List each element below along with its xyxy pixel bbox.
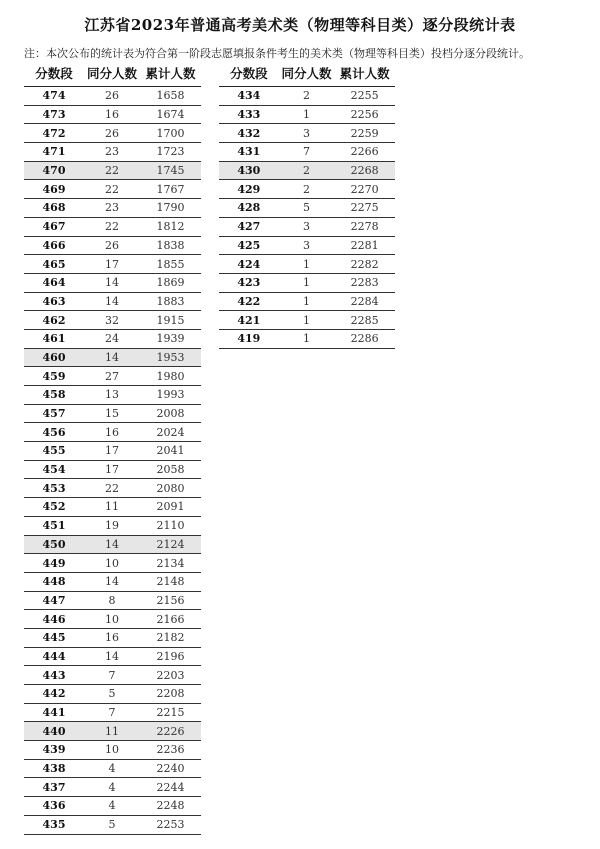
score-table-left — [24, 60, 201, 835]
score-cell: 449 — [24, 554, 84, 573]
score-cell: 453 — [24, 479, 84, 498]
count-cell: 3 — [279, 217, 335, 236]
score-cell: 422 — [219, 292, 279, 311]
table-row — [24, 685, 201, 704]
score-cell: 458 — [24, 386, 84, 405]
count-cell: 27 — [84, 367, 140, 386]
score-cell: 435 — [24, 815, 84, 834]
cumulative-cell: 2255 — [334, 87, 395, 106]
count-cell: 7 — [84, 703, 140, 722]
cumulative-cell: 2244 — [140, 778, 201, 797]
table-row — [24, 423, 201, 442]
count-cell: 1 — [279, 329, 335, 348]
table-row — [24, 386, 201, 405]
table-row — [24, 516, 201, 535]
table-row — [24, 292, 201, 311]
score-cell: 450 — [24, 535, 84, 554]
table-row — [24, 236, 201, 255]
score-cell: 425 — [219, 236, 279, 255]
header-count: 同分人数 — [84, 60, 140, 87]
table-row — [24, 741, 201, 760]
table-row — [24, 105, 201, 124]
count-cell: 14 — [84, 647, 140, 666]
score-cell: 430 — [219, 161, 279, 180]
table-row — [219, 311, 395, 330]
cumulative-cell: 2248 — [140, 797, 201, 816]
score-cell: 419 — [219, 329, 279, 348]
table-row — [24, 124, 201, 143]
count-cell: 16 — [84, 628, 140, 647]
table-row — [24, 255, 201, 274]
table-header-row — [219, 60, 395, 87]
cumulative-cell: 2240 — [140, 759, 201, 778]
table-row — [24, 610, 201, 629]
score-cell: 431 — [219, 143, 279, 162]
count-cell: 22 — [84, 161, 140, 180]
score-cell: 434 — [219, 87, 279, 106]
score-cell: 466 — [24, 236, 84, 255]
table-row — [24, 311, 201, 330]
count-cell: 14 — [84, 535, 140, 554]
table-row — [24, 759, 201, 778]
table-row — [24, 554, 201, 573]
cumulative-cell: 1980 — [140, 367, 201, 386]
score-cell: 432 — [219, 124, 279, 143]
count-cell: 1 — [279, 273, 335, 292]
count-cell: 13 — [84, 386, 140, 405]
cumulative-cell: 1953 — [140, 348, 201, 367]
cumulative-cell: 2182 — [140, 628, 201, 647]
cumulative-cell: 1838 — [140, 236, 201, 255]
cumulative-cell: 1723 — [140, 143, 201, 162]
count-cell: 3 — [279, 124, 335, 143]
cumulative-cell: 2266 — [334, 143, 395, 162]
count-cell: 23 — [84, 199, 140, 218]
cumulative-cell: 1855 — [140, 255, 201, 274]
table-row — [24, 647, 201, 666]
count-cell: 1 — [279, 105, 335, 124]
table-row — [24, 628, 201, 647]
table-row — [219, 217, 395, 236]
count-cell: 22 — [84, 217, 140, 236]
table-row — [24, 404, 201, 423]
table-row — [24, 143, 201, 162]
table-row — [24, 703, 201, 722]
cumulative-cell: 2134 — [140, 554, 201, 573]
table-row — [24, 329, 201, 348]
score-cell: 460 — [24, 348, 84, 367]
score-cell: 471 — [24, 143, 84, 162]
cumulative-cell: 2058 — [140, 460, 201, 479]
table-row — [24, 797, 201, 816]
score-cell: 461 — [24, 329, 84, 348]
score-cell: 448 — [24, 572, 84, 591]
cumulative-cell: 2283 — [334, 273, 395, 292]
table-row — [24, 180, 201, 199]
cumulative-cell: 1869 — [140, 273, 201, 292]
cumulative-cell: 2236 — [140, 741, 201, 760]
table-row — [219, 124, 395, 143]
table-row — [24, 217, 201, 236]
table-row — [24, 161, 201, 180]
cumulative-cell: 1674 — [140, 105, 201, 124]
cumulative-cell: 2196 — [140, 647, 201, 666]
count-cell: 10 — [84, 610, 140, 629]
count-cell: 1 — [279, 255, 335, 274]
cumulative-cell: 2226 — [140, 722, 201, 741]
table-row — [219, 143, 395, 162]
score-cell: 438 — [24, 759, 84, 778]
score-table-right — [219, 60, 395, 349]
count-cell: 22 — [84, 479, 140, 498]
score-cell: 452 — [24, 498, 84, 517]
count-cell: 8 — [84, 591, 140, 610]
cumulative-cell: 2156 — [140, 591, 201, 610]
cumulative-cell: 2275 — [334, 199, 395, 218]
count-cell: 14 — [84, 292, 140, 311]
score-cell: 436 — [24, 797, 84, 816]
count-cell: 26 — [84, 236, 140, 255]
cumulative-cell: 1745 — [140, 161, 201, 180]
cumulative-cell: 1658 — [140, 87, 201, 106]
header-count: 同分人数 — [279, 60, 335, 87]
table-row — [24, 815, 201, 834]
header-cumulative: 累计人数 — [140, 60, 201, 87]
table-row — [219, 105, 395, 124]
table-row — [24, 722, 201, 741]
count-cell: 5 — [84, 685, 140, 704]
score-cell: 442 — [24, 685, 84, 704]
cumulative-cell: 2110 — [140, 516, 201, 535]
table-row — [24, 591, 201, 610]
score-cell: 459 — [24, 367, 84, 386]
count-cell: 17 — [84, 442, 140, 461]
cumulative-cell: 2253 — [140, 815, 201, 834]
score-cell: 472 — [24, 124, 84, 143]
cumulative-cell: 1790 — [140, 199, 201, 218]
table-row — [24, 199, 201, 218]
table-row — [24, 666, 201, 685]
count-cell: 17 — [84, 460, 140, 479]
score-cell: 454 — [24, 460, 84, 479]
count-cell: 23 — [84, 143, 140, 162]
count-cell: 2 — [279, 161, 335, 180]
count-cell: 4 — [84, 778, 140, 797]
cumulative-cell: 1939 — [140, 329, 201, 348]
count-cell: 7 — [279, 143, 335, 162]
table-row — [24, 367, 201, 386]
cumulative-cell: 2285 — [334, 311, 395, 330]
score-cell: 427 — [219, 217, 279, 236]
table-row — [219, 273, 395, 292]
count-cell: 16 — [84, 105, 140, 124]
score-cell: 469 — [24, 180, 84, 199]
count-cell: 10 — [84, 554, 140, 573]
count-cell: 5 — [279, 199, 335, 218]
cumulative-cell: 2041 — [140, 442, 201, 461]
count-cell: 19 — [84, 516, 140, 535]
score-cell: 437 — [24, 778, 84, 797]
cumulative-cell: 2268 — [334, 161, 395, 180]
page-title: 江苏省2023年普通高考美术类（物理等科目类）逐分段统计表 — [84, 16, 516, 34]
count-cell: 4 — [84, 797, 140, 816]
cumulative-cell: 1915 — [140, 311, 201, 330]
cumulative-cell: 2008 — [140, 404, 201, 423]
cumulative-cell: 2080 — [140, 479, 201, 498]
score-cell: 447 — [24, 591, 84, 610]
count-cell: 3 — [279, 236, 335, 255]
count-cell: 17 — [84, 255, 140, 274]
count-cell: 11 — [84, 498, 140, 517]
score-cell: 424 — [219, 255, 279, 274]
table-note: 注：本次公布的统计表为符合第一阶段志愿填报条件考生的美术类（物理等科目类）投档分逐分段统计。 — [24, 47, 530, 60]
score-cell: 428 — [219, 199, 279, 218]
header-score: 分数段 — [24, 60, 84, 87]
count-cell: 4 — [84, 759, 140, 778]
cumulative-cell: 1883 — [140, 292, 201, 311]
table-row — [24, 460, 201, 479]
score-cell: 429 — [219, 180, 279, 199]
table-row — [219, 199, 395, 218]
table-row — [24, 498, 201, 517]
score-cell: 443 — [24, 666, 84, 685]
cumulative-cell: 2284 — [334, 292, 395, 311]
cumulative-cell: 2259 — [334, 124, 395, 143]
cumulative-cell: 2278 — [334, 217, 395, 236]
table-row — [219, 329, 395, 348]
count-cell: 15 — [84, 404, 140, 423]
cumulative-cell: 2024 — [140, 423, 201, 442]
cumulative-cell: 2124 — [140, 535, 201, 554]
score-cell: 455 — [24, 442, 84, 461]
count-cell: 26 — [84, 124, 140, 143]
count-cell: 14 — [84, 273, 140, 292]
cumulative-cell: 1767 — [140, 180, 201, 199]
table-row — [24, 442, 201, 461]
table-row — [219, 180, 395, 199]
score-cell: 470 — [24, 161, 84, 180]
table-row — [24, 572, 201, 591]
cumulative-cell: 1812 — [140, 217, 201, 236]
table-row — [219, 292, 395, 311]
table-row — [219, 87, 395, 106]
count-cell: 22 — [84, 180, 140, 199]
table-row — [219, 161, 395, 180]
count-cell: 24 — [84, 329, 140, 348]
count-cell: 14 — [84, 348, 140, 367]
table-row — [24, 535, 201, 554]
count-cell: 16 — [84, 423, 140, 442]
cumulative-cell: 2166 — [140, 610, 201, 629]
cumulative-cell: 2208 — [140, 685, 201, 704]
cumulative-cell: 2148 — [140, 572, 201, 591]
score-cell: 445 — [24, 628, 84, 647]
cumulative-cell: 2281 — [334, 236, 395, 255]
count-cell: 26 — [84, 87, 140, 106]
cumulative-cell: 2215 — [140, 703, 201, 722]
cumulative-cell: 2091 — [140, 498, 201, 517]
cumulative-cell: 2203 — [140, 666, 201, 685]
score-cell: 439 — [24, 741, 84, 760]
count-cell: 7 — [84, 666, 140, 685]
count-cell: 32 — [84, 311, 140, 330]
table-row — [24, 778, 201, 797]
score-cell: 463 — [24, 292, 84, 311]
score-cell: 465 — [24, 255, 84, 274]
count-cell: 1 — [279, 292, 335, 311]
count-cell: 5 — [84, 815, 140, 834]
score-cell: 456 — [24, 423, 84, 442]
cumulative-cell: 1993 — [140, 386, 201, 405]
score-cell: 462 — [24, 311, 84, 330]
score-cell: 474 — [24, 87, 84, 106]
table-row — [24, 348, 201, 367]
score-cell: 444 — [24, 647, 84, 666]
cumulative-cell: 2282 — [334, 255, 395, 274]
header-cumulative: 累计人数 — [334, 60, 395, 87]
table-row — [219, 255, 395, 274]
score-cell: 473 — [24, 105, 84, 124]
score-cell: 423 — [219, 273, 279, 292]
score-cell: 433 — [219, 105, 279, 124]
table-row — [219, 236, 395, 255]
count-cell: 11 — [84, 722, 140, 741]
cumulative-cell: 1700 — [140, 124, 201, 143]
score-cell: 468 — [24, 199, 84, 218]
score-cell: 467 — [24, 217, 84, 236]
table-row — [24, 273, 201, 292]
score-cell: 451 — [24, 516, 84, 535]
count-cell: 1 — [279, 311, 335, 330]
score-cell: 421 — [219, 311, 279, 330]
cumulative-cell: 2256 — [334, 105, 395, 124]
score-cell: 464 — [24, 273, 84, 292]
header-score: 分数段 — [219, 60, 279, 87]
score-cell: 446 — [24, 610, 84, 629]
table-header-row — [24, 60, 201, 87]
score-cell: 441 — [24, 703, 84, 722]
count-cell: 14 — [84, 572, 140, 591]
score-cell: 457 — [24, 404, 84, 423]
score-cell: 440 — [24, 722, 84, 741]
table-row — [24, 479, 201, 498]
count-cell: 2 — [279, 180, 335, 199]
count-cell: 2 — [279, 87, 335, 106]
table-row — [24, 87, 201, 106]
count-cell: 10 — [84, 741, 140, 760]
cumulative-cell: 2270 — [334, 180, 395, 199]
cumulative-cell: 2286 — [334, 329, 395, 348]
